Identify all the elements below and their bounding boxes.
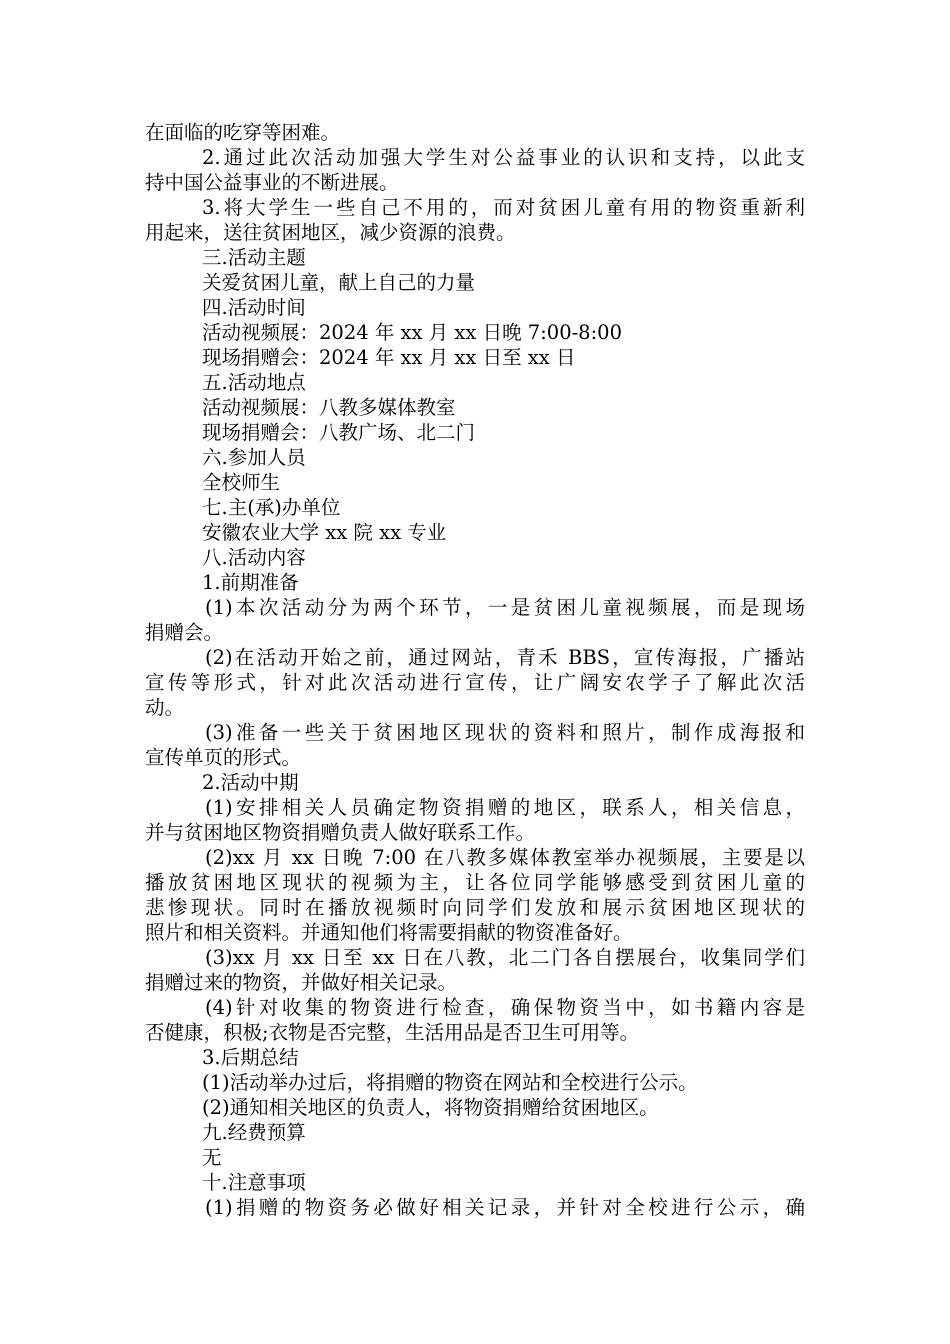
text-line: 五.活动地点: [202, 371, 306, 394]
text-line: 2.通过此次活动加强大学生对公益事业的认识和支持，以此支: [202, 146, 805, 169]
text-line: 1.前期准备: [202, 571, 299, 594]
text-line: (1)本次活动分为两个环节，一是贫困儿童视频展，而是现场: [205, 596, 805, 619]
text-line: 宣传单页的形式。: [145, 746, 302, 769]
text-line: 三.活动主题: [202, 246, 306, 269]
text-line: 无: [202, 1146, 222, 1169]
text-line: 六.参加人员: [202, 446, 306, 469]
text-line: (2)在活动开始之前，通过网站，青禾 BBS，宣传海报，广播站: [205, 646, 805, 669]
text-line: 3.将大学生一些自己不用的，而对贫困儿童有用的物资重新利: [202, 196, 805, 219]
text-line: 活动视频展：2024 年 xx 月 xx 日晚 7:00-8:00: [202, 321, 622, 344]
text-line: 现场捐赠会：2024 年 xx 月 xx 日至 xx 日: [202, 346, 576, 369]
text-line: (3)xx 月 xx 日至 xx 日在八教，北二门各自摆展台，收集同学们: [205, 946, 805, 969]
text-line: 七.主(承)办单位: [202, 496, 341, 519]
text-line: 照片和相关资料。并通知他们将需要捐献的物资准备好。: [145, 921, 633, 944]
text-line: 九.经费预算: [202, 1121, 306, 1144]
text-line: (4)针对收集的物资进行检查，确保物资当中，如书籍内容是: [205, 996, 805, 1019]
text-line: 安徽农业大学 xx 院 xx 专业: [202, 521, 447, 544]
text-line: 现场捐赠会：八教广场、北二门: [202, 421, 476, 444]
text-line: (1)安排相关人员确定物资捐赠的地区，联系人，相关信息，: [205, 796, 805, 819]
document-body: [145, 120, 805, 1220]
text-line: 八.活动内容: [202, 546, 306, 569]
text-line: (2)通知相关地区的负责人，将物资捐赠给贫困地区。: [202, 1096, 659, 1119]
text-line: (1)活动举办过后，将捐赠的物资在网站和全校进行公示。: [202, 1071, 698, 1094]
text-line: 并与贫困地区物资捐赠负责人做好联系工作。: [145, 821, 536, 844]
text-line: 在面临的吃穿等困难。: [145, 121, 341, 144]
text-line: 悲惨现状。同时在播放视频时向同学们发放和展示贫困地区现状的: [145, 896, 805, 919]
text-line: (2)xx 月 xx 日晚 7:00 在八教多媒体教室举办视频展，主要是以: [205, 846, 805, 869]
text-line: 十.注意事项: [202, 1171, 306, 1194]
text-line: 动。: [145, 696, 185, 719]
text-line: 全校师生: [202, 471, 281, 494]
text-line: 关爱贫困儿童，献上自己的力量: [202, 271, 476, 294]
text-line: 用起来，送往贫困地区，减少资源的浪费。: [145, 221, 516, 244]
text-line: 宣传等形式，针对此次活动进行宣传，让广阔安农学子了解此次活: [145, 671, 805, 694]
text-line: 3.后期总结: [202, 1046, 299, 1069]
text-line: 否健康，积极;衣物是否完整，生活用品是否卫生可用等。: [145, 1021, 640, 1044]
text-line: 2.活动中期: [202, 771, 299, 794]
text-line: (3)准备一些关于贫困地区现状的资料和照片，制作成海报和: [205, 721, 805, 744]
text-line: (1)捐赠的物资务必做好相关记录，并针对全校进行公示，确: [205, 1196, 805, 1219]
text-line: 持中国公益事业的不断进展。: [145, 171, 399, 194]
text-line: 播放贫困地区现状的视频为主，让各位同学能够感受到贫困儿童的: [145, 871, 805, 894]
text-line: 捐赠过来的物资，并做好相关记录。: [145, 971, 458, 994]
text-line: 四.活动时间: [202, 296, 306, 319]
text-line: 捐赠会。: [145, 621, 224, 644]
text-line: 活动视频展：八教多媒体教室: [202, 396, 456, 419]
